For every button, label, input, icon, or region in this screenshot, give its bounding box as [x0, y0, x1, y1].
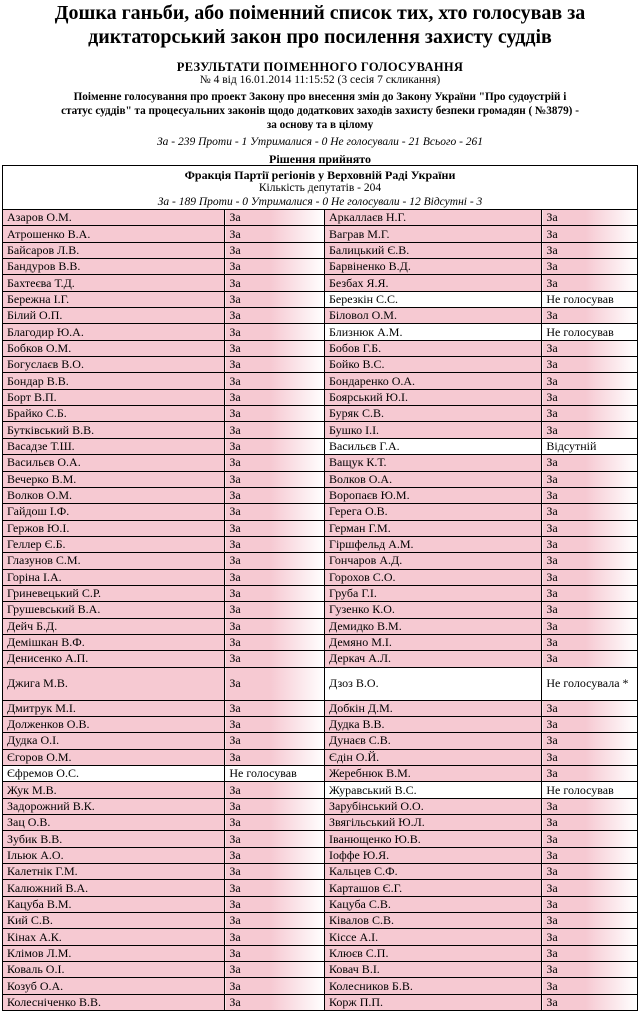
vote-cell: За: [542, 553, 638, 569]
vote-cell: За: [225, 406, 325, 422]
deputy-name-cell: Ківалов С.В.: [325, 913, 542, 929]
table-row: [3, 667, 638, 700]
vote-cell: Не голосував: [225, 766, 325, 782]
table-row: [3, 275, 638, 291]
vote-cell: За: [225, 945, 325, 961]
deputy-name-cell: Буряк С.В.: [325, 406, 542, 422]
table-row: [3, 455, 638, 471]
deputy-name-cell: Гайдош І.Ф.: [3, 504, 225, 520]
faction-name: Фракція Партії регіонів у Верховній Раді України: [184, 168, 456, 182]
deputy-name-cell: Глазунов С.М.: [3, 553, 225, 569]
deputy-name-cell: Кальцев С.Ф.: [325, 864, 542, 880]
deputy-name-cell: Атрошенко В.А.: [3, 226, 225, 242]
vote-cell: За: [225, 831, 325, 847]
vote-cell: За: [542, 585, 638, 601]
table-row: [3, 487, 638, 503]
deputy-name-cell: Бушко І.І.: [325, 422, 542, 438]
table-row: [3, 766, 638, 782]
table-row: [3, 864, 638, 880]
deputy-name-cell: Горіна І.А.: [3, 569, 225, 585]
vote-decision: Рішення прийнято: [269, 152, 371, 166]
deputy-name-cell: Кацуба В.М.: [3, 896, 225, 912]
vote-cell: За: [225, 487, 325, 503]
vote-cell: За: [542, 602, 638, 618]
vote-cell: За: [542, 210, 638, 226]
vote-meta: № 4 від 16.01.2014 11:15:52 (3 сесія 7 скликання): [199, 74, 441, 86]
table-row: [3, 536, 638, 552]
deputy-name-cell: Бондаренко О.А.: [325, 373, 542, 389]
vote-cell: За: [225, 978, 325, 994]
vote-cell: За: [225, 896, 325, 912]
vote-cell: За: [542, 651, 638, 667]
table-row: [3, 815, 638, 831]
deputy-name-cell: Зац О.В.: [3, 815, 225, 831]
deputy-name-cell: Звягільський Ю.Л.: [325, 815, 542, 831]
table-row: [3, 291, 638, 307]
table-row: [3, 994, 638, 1010]
table-row: [3, 340, 638, 356]
vote-cell: За: [225, 733, 325, 749]
vote-cell: За: [225, 536, 325, 552]
vote-cell: За: [225, 275, 325, 291]
vote-cell: За: [225, 291, 325, 307]
vote-cell: За: [542, 716, 638, 732]
vote-cell: За: [225, 455, 325, 471]
deputy-name-cell: Іванющенко Ю.В.: [325, 831, 542, 847]
deputy-name-cell: Барвіненко В.Д.: [325, 259, 542, 275]
deputy-name-cell: Балицький Є.В.: [325, 242, 542, 258]
deputy-name-cell: Бобов Г.Б.: [325, 340, 542, 356]
deputy-name-cell: Дудка В.В.: [325, 716, 542, 732]
deputy-name-cell: Бандуров В.В.: [3, 259, 225, 275]
vote-cell: За: [542, 618, 638, 634]
deputy-name-cell: Аркаллаєв Н.Г.: [325, 210, 542, 226]
table-row: [3, 749, 638, 765]
table-row: [3, 782, 638, 798]
deputy-name-cell: Ковач В.І.: [325, 962, 542, 978]
table-row: [3, 913, 638, 929]
vote-cell: За: [542, 815, 638, 831]
table-row: [3, 700, 638, 716]
vote-cell: За: [225, 700, 325, 716]
vote-cell: За: [225, 634, 325, 650]
deputy-name-cell: Бондар В.В.: [3, 373, 225, 389]
deputy-name-cell: Бобков О.М.: [3, 340, 225, 356]
deputy-name-cell: Долженков О.В.: [3, 716, 225, 732]
vote-cell: За: [542, 798, 638, 814]
table-row: [3, 389, 638, 405]
vote-cell: Не голосувала *: [542, 667, 638, 700]
vote-cell: За: [542, 226, 638, 242]
deputy-name-cell: Зубик В.В.: [3, 831, 225, 847]
table-row: [3, 847, 638, 863]
vote-cell: За: [542, 455, 638, 471]
deputy-name-cell: Васильєв Г.А.: [325, 438, 542, 454]
vote-cell: За: [225, 373, 325, 389]
table-row: [3, 831, 638, 847]
deputy-name-cell: Азаров О.М.: [3, 210, 225, 226]
table-row: [3, 978, 638, 994]
table-row: [3, 471, 638, 487]
table-row: [3, 553, 638, 569]
deputy-name-cell: Демяно М.І.: [325, 634, 542, 650]
vote-cell: За: [225, 782, 325, 798]
vote-cell: За: [225, 602, 325, 618]
deputy-name-cell: Ваграв М.Г.: [325, 226, 542, 242]
vote-cell: За: [225, 667, 325, 700]
vote-cell: За: [542, 357, 638, 373]
vote-cell: За: [542, 880, 638, 896]
vote-cell: За: [225, 340, 325, 356]
vote-cell: За: [225, 471, 325, 487]
deputy-name-cell: Груба Г.І.: [325, 585, 542, 601]
vote-cell: За: [542, 569, 638, 585]
deputy-name-cell: Бережна І.Г.: [3, 291, 225, 307]
deputy-name-cell: Калетнік Г.М.: [3, 864, 225, 880]
deputy-name-cell: Горохов С.О.: [325, 569, 542, 585]
vote-cell: За: [542, 275, 638, 291]
deputy-name-cell: Безбах Я.Я.: [325, 275, 542, 291]
vote-cell: За: [225, 847, 325, 863]
deputy-name-cell: Гриневецький С.Р.: [3, 585, 225, 601]
deputy-name-cell: Кацуба С.В.: [325, 896, 542, 912]
vote-cell: За: [542, 406, 638, 422]
deputy-name-cell: Дудка О.І.: [3, 733, 225, 749]
vote-cell: За: [225, 815, 325, 831]
deputy-name-cell: Вечерко В.М.: [3, 471, 225, 487]
description-line-3: за основу та в цілому: [266, 119, 374, 131]
vote-table: [2, 209, 638, 1011]
deputy-name-cell: Богуслаєв В.О.: [3, 357, 225, 373]
vote-cell: За: [542, 487, 638, 503]
deputy-name-cell: Гержов Ю.І.: [3, 520, 225, 536]
vote-cell: За: [542, 864, 638, 880]
table-row: [3, 634, 638, 650]
deputy-name-cell: Корж П.П.: [325, 994, 542, 1010]
vote-cell: За: [225, 569, 325, 585]
description-line-1: Поіменне голосування про проект Закону про внесення змін до Закону України "Про судоустрій і: [73, 91, 567, 103]
table-row: [3, 210, 638, 226]
vote-cell: Не голосував: [542, 324, 638, 340]
deputy-name-cell: Коваль О.І.: [3, 962, 225, 978]
vote-summary: За - 239 Проти - 1 Утрималися - 0 Не голосували - 21 Всього - 261: [156, 136, 484, 148]
table-row: [3, 259, 638, 275]
vote-cell: За: [542, 340, 638, 356]
vote-cell: За: [225, 324, 325, 340]
deputy-name-cell: Біловол О.М.: [325, 308, 542, 324]
vote-cell: Відсутній: [542, 438, 638, 454]
deputy-name-cell: Бахтеєва Т.Д.: [3, 275, 225, 291]
deputy-name-cell: Денисенко А.П.: [3, 651, 225, 667]
deputy-name-cell: Волков О.М.: [3, 487, 225, 503]
deputy-name-cell: Байсаров Л.В.: [3, 242, 225, 258]
faction-stats: За - 189 Проти - 0 Утрималися - 0 Не голосували - 12 Відсутні - 3: [157, 196, 483, 208]
deputy-name-cell: Благодир Ю.А.: [3, 324, 225, 340]
vote-cell: За: [225, 798, 325, 814]
deputy-name-cell: Демішкан В.Ф.: [3, 634, 225, 650]
deputy-name-cell: Клюєв С.П.: [325, 945, 542, 961]
vote-cell: За: [225, 716, 325, 732]
deputy-name-cell: Гончаров А.Д.: [325, 553, 542, 569]
vote-cell: За: [225, 226, 325, 242]
deputy-name-cell: Васадзе Т.Ш.: [3, 438, 225, 454]
deputy-name-cell: Єдін О.Й.: [325, 749, 542, 765]
vote-cell: За: [225, 438, 325, 454]
deputy-name-cell: Грушевський В.А.: [3, 602, 225, 618]
deputy-name-cell: Дейч Б.Д.: [3, 618, 225, 634]
deputy-name-cell: Бутківський В.В.: [3, 422, 225, 438]
deputy-name-cell: Кіссе А.І.: [325, 929, 542, 945]
title-line-1: Дошка ганьби, або поіменний список тих, хто голосував за: [54, 2, 586, 24]
vote-cell: За: [542, 749, 638, 765]
vote-cell: За: [542, 831, 638, 847]
table-row: [3, 651, 638, 667]
vote-cell: За: [225, 389, 325, 405]
deputy-name-cell: Брайко С.Б.: [3, 406, 225, 422]
vote-cell: За: [542, 945, 638, 961]
table-row: [3, 585, 638, 601]
deputy-name-cell: Білий О.П.: [3, 308, 225, 324]
table-row: [3, 324, 638, 340]
vote-cell: За: [542, 847, 638, 863]
deputy-name-cell: Добкін Д.М.: [325, 700, 542, 716]
vote-cell: За: [542, 242, 638, 258]
results-title: РЕЗУЛЬТАТИ ПОІМЕННОГО ГОЛОСУВАННЯ: [176, 60, 464, 74]
table-row: [3, 308, 638, 324]
vote-cell: За: [225, 913, 325, 929]
vote-cell: За: [542, 259, 638, 275]
deputy-name-cell: Журавський В.С.: [325, 782, 542, 798]
table-row: [3, 618, 638, 634]
deputy-name-cell: Колесніченко В.В.: [3, 994, 225, 1010]
vote-cell: За: [542, 520, 638, 536]
vote-cell: За: [225, 520, 325, 536]
vote-cell: За: [542, 373, 638, 389]
vote-cell: За: [225, 994, 325, 1010]
deputy-name-cell: Жук М.В.: [3, 782, 225, 798]
deputy-name-cell: Ващук К.Т.: [325, 455, 542, 471]
vote-cell: За: [542, 504, 638, 520]
description-line-2: статус суддів" та процесуальних законів щодо додаткових заходів захисту безпеки громадян ( №3879) -: [61, 105, 579, 117]
deputy-name-cell: Ільюк А.О.: [3, 847, 225, 863]
deputy-name-cell: Геллер Є.Б.: [3, 536, 225, 552]
deputy-name-cell: Дунаєв С.В.: [325, 733, 542, 749]
deputy-name-cell: Карташов Є.Г.: [325, 880, 542, 896]
vote-cell: За: [542, 962, 638, 978]
table-row: [3, 880, 638, 896]
vote-cell: За: [225, 504, 325, 520]
deputy-name-cell: Іоффе Ю.Я.: [325, 847, 542, 863]
table-row: [3, 602, 638, 618]
deputy-name-cell: Колесников Б.В.: [325, 978, 542, 994]
vote-cell: За: [542, 994, 638, 1010]
deputy-name-cell: Жеребнюк В.М.: [325, 766, 542, 782]
deputy-name-cell: Гіршфельд А.М.: [325, 536, 542, 552]
deputy-name-cell: Козуб О.А.: [3, 978, 225, 994]
vote-cell: За: [542, 766, 638, 782]
deputy-name-cell: Дмитрук М.І.: [3, 700, 225, 716]
vote-cell: За: [542, 929, 638, 945]
vote-cell: За: [225, 210, 325, 226]
deputy-name-cell: Кінах А.К.: [3, 929, 225, 945]
table-row: [3, 373, 638, 389]
deputy-name-cell: Близнюк А.М.: [325, 324, 542, 340]
vote-cell: За: [225, 357, 325, 373]
vote-cell: За: [225, 308, 325, 324]
table-row: [3, 945, 638, 961]
deputy-name-cell: Дзоз В.О.: [325, 667, 542, 700]
deputy-name-cell: Борт В.П.: [3, 389, 225, 405]
vote-description: [12, 90, 628, 132]
table-row: [3, 438, 638, 454]
deputy-name-cell: Кий С.В.: [3, 913, 225, 929]
vote-cell: За: [542, 634, 638, 650]
deputy-name-cell: Калюжний В.А.: [3, 880, 225, 896]
deputy-name-cell: Клімов Л.М.: [3, 945, 225, 961]
vote-cell: За: [542, 389, 638, 405]
vote-cell: За: [542, 733, 638, 749]
table-row: [3, 962, 638, 978]
deputy-name-cell: Волков О.А.: [325, 471, 542, 487]
table-row: [3, 896, 638, 912]
vote-cell: За: [542, 308, 638, 324]
deputy-name-cell: Герман Г.М.: [325, 520, 542, 536]
deputy-name-cell: Боярський Ю.І.: [325, 389, 542, 405]
deputy-name-cell: Бойко В.С.: [325, 357, 542, 373]
deputy-name-cell: Гузенко К.О.: [325, 602, 542, 618]
table-row: [3, 242, 638, 258]
faction-count: Кількість депутатів - 204: [258, 182, 382, 194]
vote-cell: За: [225, 864, 325, 880]
deputy-name-cell: Задорожний В.К.: [3, 798, 225, 814]
table-row: [3, 422, 638, 438]
table-row: [3, 520, 638, 536]
deputy-name-cell: Васильєв О.А.: [3, 455, 225, 471]
deputy-name-cell: Єфремов О.С.: [3, 766, 225, 782]
table-row: [3, 798, 638, 814]
vote-cell: Не голосував: [542, 291, 638, 307]
vote-cell: За: [225, 242, 325, 258]
vote-cell: За: [225, 553, 325, 569]
table-row: [3, 569, 638, 585]
vote-cell: За: [542, 913, 638, 929]
vote-cell: За: [225, 749, 325, 765]
deputy-name-cell: Джига М.В.: [3, 667, 225, 700]
vote-cell: За: [225, 651, 325, 667]
vote-cell: За: [542, 536, 638, 552]
table-row: [3, 357, 638, 373]
vote-cell: За: [542, 700, 638, 716]
vote-cell: За: [225, 259, 325, 275]
table-row: [3, 733, 638, 749]
table-row: [3, 716, 638, 732]
deputy-name-cell: Березкін С.С.: [325, 291, 542, 307]
vote-cell: За: [542, 422, 638, 438]
deputy-name-cell: Герега О.В.: [325, 504, 542, 520]
table-row: [3, 406, 638, 422]
table-row: [3, 929, 638, 945]
vote-cell: За: [542, 896, 638, 912]
deputy-name-cell: Воропаєв Ю.М.: [325, 487, 542, 503]
deputy-name-cell: Єгоров О.М.: [3, 749, 225, 765]
title-line-2: диктаторський закон про посилення захисту суддів: [88, 26, 552, 48]
deputy-name-cell: Зарубінський О.О.: [325, 798, 542, 814]
table-row: [3, 226, 638, 242]
deputy-name-cell: Деркач А.Л.: [325, 651, 542, 667]
vote-cell: За: [225, 422, 325, 438]
vote-cell: За: [225, 880, 325, 896]
vote-cell: Не голосував: [542, 782, 638, 798]
vote-cell: За: [542, 471, 638, 487]
vote-cell: За: [225, 618, 325, 634]
vote-cell: За: [225, 929, 325, 945]
vote-cell: За: [225, 585, 325, 601]
vote-cell: За: [542, 978, 638, 994]
table-row: [3, 504, 638, 520]
vote-cell: За: [225, 962, 325, 978]
deputy-name-cell: Демидко В.М.: [325, 618, 542, 634]
